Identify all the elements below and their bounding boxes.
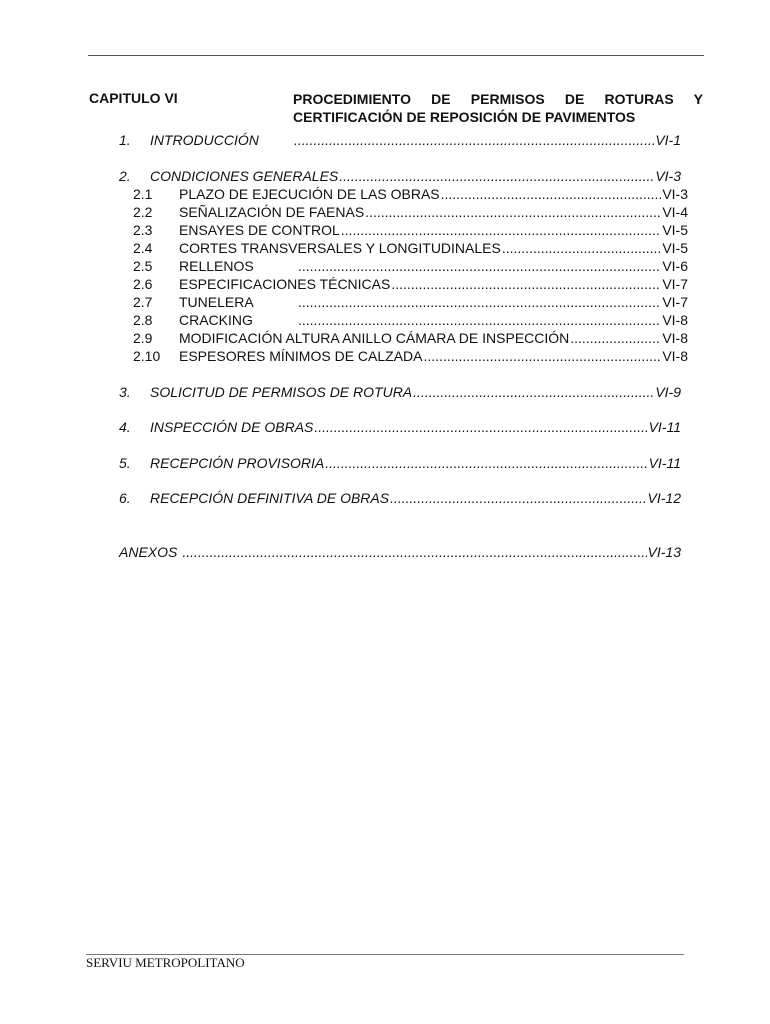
toc-title: INTRODUCCIÓN xyxy=(150,132,259,148)
toc-number: 2.6 xyxy=(133,276,153,292)
toc-number: 2.7 xyxy=(133,294,153,310)
toc-title: TUNELERA xyxy=(179,294,254,310)
chapter-title-line-2: CERTIFICACIÓN DE REPOSICIÓN DE PAVIMENTOS xyxy=(293,109,636,125)
toc-leader xyxy=(502,240,661,256)
toc-subentry[interactable] xyxy=(133,186,688,202)
toc-entry-solicitud[interactable] xyxy=(119,384,681,400)
toc-title: CRACKING xyxy=(179,312,253,328)
toc-entry-introduccion[interactable] xyxy=(119,132,681,148)
chapter-title-line-1: PROCEDIMIENTO DE PERMISOS DE ROTURAS Y xyxy=(293,91,703,107)
toc-page: VI-8 xyxy=(662,312,688,328)
toc-number: 1. xyxy=(119,132,131,148)
toc-page: VI-13 xyxy=(647,544,681,560)
toc-page: VI-1 xyxy=(655,132,681,148)
toc-number: 2.4 xyxy=(133,240,153,256)
toc-number: 5. xyxy=(119,455,131,471)
toc-page: VI-5 xyxy=(662,222,688,238)
chapter-title xyxy=(293,90,703,126)
toc-number: 2.5 xyxy=(133,258,153,274)
toc-title: RECEPCIÓN PROVISORIA xyxy=(150,455,325,471)
toc-page: VI-6 xyxy=(662,258,688,274)
toc-leader xyxy=(298,294,661,310)
toc-page: VI-12 xyxy=(647,490,681,506)
toc-title: ENSAYES DE CONTROL xyxy=(179,222,340,238)
toc-title: SEÑALIZACIÓN DE FAENAS xyxy=(179,204,365,220)
toc-leader xyxy=(570,330,661,346)
toc-page: VI-11 xyxy=(648,419,681,435)
toc-leader xyxy=(365,204,661,220)
toc-page: VI-3 xyxy=(655,168,681,184)
toc-leader xyxy=(390,490,646,506)
toc-page: VI-5 xyxy=(662,240,688,256)
toc-page: VI-9 xyxy=(655,384,681,400)
toc-entry-condiciones-generales[interactable] xyxy=(119,168,681,184)
toc-leader xyxy=(298,312,661,328)
toc-title: ESPECIFICACIONES TÉCNICAS xyxy=(179,276,391,292)
toc-leader xyxy=(298,258,661,274)
toc-number: 2.10 xyxy=(133,348,161,364)
toc-page: VI-11 xyxy=(648,455,681,471)
toc-subentry[interactable] xyxy=(133,348,688,364)
toc-leader xyxy=(339,168,654,184)
toc-entry-anexos[interactable] xyxy=(119,544,681,560)
toc-subentry[interactable] xyxy=(133,240,688,256)
toc-entry-inspeccion[interactable] xyxy=(119,419,681,435)
toc-subentry[interactable] xyxy=(133,204,688,220)
toc-leader xyxy=(325,455,647,471)
chapter-label: CAPITULO VI xyxy=(89,90,178,106)
toc-entry-recepcion-provisoria[interactable] xyxy=(119,455,681,471)
toc-number: 2.2 xyxy=(133,204,153,220)
toc-title: RECEPCIÓN DEFINITIVA DE OBRAS xyxy=(150,490,390,506)
toc-leader xyxy=(413,384,654,400)
toc-number: 2.8 xyxy=(133,312,153,328)
toc-subentry[interactable] xyxy=(133,258,688,274)
toc-leader xyxy=(391,276,661,292)
toc-number: 3. xyxy=(119,384,131,400)
toc-page: VI-7 xyxy=(662,276,688,292)
toc-leader xyxy=(182,544,646,560)
toc-title: CORTES TRANSVERSALES Y LONGITUDINALES xyxy=(179,240,501,256)
toc-entry-recepcion-definitiva[interactable] xyxy=(119,490,681,506)
toc-page: VI-8 xyxy=(662,330,688,346)
toc-subentry[interactable] xyxy=(133,222,688,238)
toc-subentry[interactable] xyxy=(133,294,688,310)
footer-text: SERVIU METROPOLITANO xyxy=(86,955,245,970)
toc-subentry[interactable] xyxy=(133,276,688,292)
toc-title: CONDICIONES GENERALES xyxy=(150,168,339,184)
toc-page: VI-3 xyxy=(662,186,688,202)
toc-title: RELLENOS xyxy=(179,258,254,274)
toc-title: PLAZO DE EJECUCIÓN DE LAS OBRAS xyxy=(179,186,440,202)
toc-number: 4. xyxy=(119,419,131,435)
toc-leader xyxy=(424,348,662,364)
header-rule xyxy=(88,55,704,56)
toc-number: 6. xyxy=(119,490,131,506)
toc-number: 2.1 xyxy=(133,186,153,202)
toc-title: ESPESORES MÍNIMOS DE CALZADA xyxy=(179,348,423,364)
toc-leader xyxy=(341,222,662,238)
toc-number: 2. xyxy=(119,168,131,184)
toc-subentry[interactable] xyxy=(133,312,688,328)
toc-page: VI-7 xyxy=(662,294,688,310)
toc-leader xyxy=(294,132,654,148)
toc-title: SOLICITUD DE PERMISOS DE ROTURA xyxy=(150,384,413,400)
toc-page: VI-8 xyxy=(662,348,688,364)
toc-title: INSPECCIÓN DE OBRAS xyxy=(150,419,314,435)
toc-page: VI-4 xyxy=(662,204,688,220)
toc-subentry[interactable] xyxy=(133,330,688,346)
toc-number: 2.3 xyxy=(133,222,153,238)
toc-title: MODIFICACIÓN ALTURA ANILLO CÁMARA DE INSPECCIÓN xyxy=(179,330,570,346)
toc-title: ANEXOS xyxy=(119,544,178,560)
toc-number: 2.9 xyxy=(133,330,153,346)
toc-leader xyxy=(441,186,662,202)
toc-leader xyxy=(314,419,647,435)
